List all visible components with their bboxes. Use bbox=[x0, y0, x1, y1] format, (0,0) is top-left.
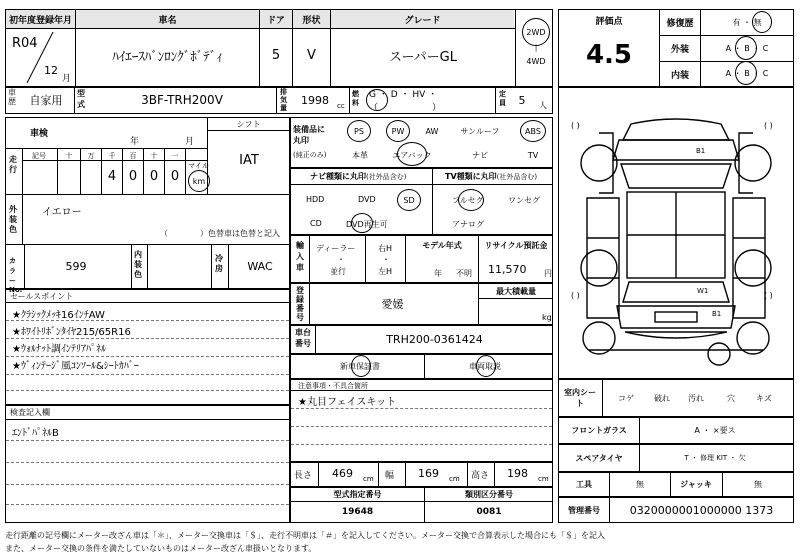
color-no-label: カラーNo. bbox=[9, 257, 23, 294]
svg-text:( ): ( ) bbox=[571, 291, 580, 300]
spare-label: スペアタイヤ bbox=[575, 453, 623, 463]
import-lh: 左H bbox=[378, 267, 393, 276]
max-load-label: 最大積載量 bbox=[496, 287, 536, 296]
car-name-value: ﾊｲｴｰｽﾊﾞﾝﾛﾝｸﾞﾎﾞﾃﾞｨ bbox=[112, 49, 223, 65]
mileage-digit-5: 0 bbox=[170, 168, 180, 184]
chassis-label: 車台番号 bbox=[295, 328, 311, 348]
equip-tv: TV bbox=[527, 150, 539, 160]
drive-4wd: 4WD bbox=[526, 56, 546, 66]
model-year-label: モデル年式 bbox=[422, 241, 462, 250]
exterior-value: イエロー bbox=[42, 207, 82, 218]
first-reg-month: 12 bbox=[44, 64, 58, 77]
digit-label-0: 十 bbox=[65, 152, 73, 160]
navi-sub: (社外品含む) bbox=[366, 173, 407, 181]
glass-label: フロントガラス bbox=[571, 426, 627, 435]
sales-point-3: ★ｳｫﾙﾅｯﾄ調ｲﾝﾃﾘｱﾊﾟﾈﾙ bbox=[12, 344, 106, 355]
max-load-unit: kg bbox=[542, 313, 552, 322]
glass-options: A ・ ×要ス bbox=[694, 426, 736, 435]
shape-label: 形状 bbox=[293, 10, 330, 28]
svg-text:( ): ( ) bbox=[571, 121, 580, 130]
inspector-value: ｴﾝﾄﾞﾊﾟﾈﾙB bbox=[12, 428, 59, 439]
diagram-mark-rear: W1 bbox=[697, 287, 709, 295]
seat-dirt: 汚れ bbox=[688, 394, 704, 403]
repair-label: 修復歴 bbox=[666, 19, 694, 29]
digit-label-3: 百 bbox=[129, 152, 137, 160]
navi-label: ナビ種類に丸印 bbox=[310, 172, 366, 181]
svg-text:( ): ( ) bbox=[764, 291, 773, 300]
mileage-digit-1 bbox=[81, 162, 101, 190]
equipment-label: 装備品に丸印 bbox=[293, 125, 325, 145]
km-label: km bbox=[192, 176, 206, 186]
ac-value: WAC bbox=[247, 259, 273, 273]
equip-aw: AW bbox=[425, 126, 439, 136]
fuel-label: 燃料 bbox=[352, 90, 359, 107]
repair-options: 有 ・ 無 bbox=[732, 17, 762, 27]
notes-label: 注意事項・不具合箇所 bbox=[298, 382, 368, 390]
tv-analog: アナログ bbox=[452, 220, 484, 229]
equip-abs: ABS bbox=[525, 126, 541, 136]
shape-value: V bbox=[307, 47, 316, 63]
seat-tear: 破れ bbox=[654, 394, 670, 403]
shaken-label: 車検 bbox=[30, 129, 49, 139]
displacement-label: 排気量 bbox=[280, 88, 287, 112]
seat-scratch: キズ bbox=[756, 394, 772, 403]
digit-label-1: 万 bbox=[87, 152, 95, 160]
tv-fullseg: フルセグ bbox=[452, 196, 484, 205]
class-label: 車歴 bbox=[8, 88, 16, 106]
model-label: 型式 bbox=[77, 89, 85, 109]
tool-value: 無 bbox=[636, 480, 644, 489]
import-dealer: ディーラー bbox=[316, 244, 356, 253]
jack-value: 無 bbox=[754, 480, 762, 489]
navi-dvd: DVD bbox=[358, 195, 376, 204]
first-reg-era: R04 bbox=[12, 36, 38, 51]
first-reg-label: 初年度登録年月 bbox=[6, 10, 75, 28]
length-label: 長さ bbox=[294, 471, 313, 481]
score-label: 評価点 bbox=[559, 10, 659, 30]
mileage-digit-4: 0 bbox=[149, 168, 159, 184]
width-cm: cm bbox=[449, 475, 460, 483]
grade-label: グレード bbox=[331, 10, 514, 28]
navi-hdd: HDD bbox=[306, 195, 325, 204]
registration-label: 登録番号 bbox=[296, 286, 304, 322]
width-label: 幅 bbox=[385, 471, 395, 481]
notes-block bbox=[290, 379, 553, 462]
tool-label: 工具 bbox=[576, 480, 592, 489]
chassis-value: TRH200-0361424 bbox=[386, 333, 483, 346]
jack-label: ジャッキ bbox=[680, 480, 712, 489]
warranty: 新車保証書 bbox=[340, 361, 380, 371]
class-no-value: 0081 bbox=[476, 507, 502, 517]
length-value: 469 bbox=[332, 467, 353, 480]
shift-label: シフト bbox=[208, 118, 289, 130]
mileage-digit-3: 0 bbox=[128, 168, 138, 184]
shaken-year: 年 bbox=[130, 137, 140, 147]
mileage-label: 走行 bbox=[9, 155, 17, 174]
ac-label: 冷房 bbox=[215, 254, 223, 273]
registration-value: 愛媛 bbox=[381, 298, 404, 311]
recycle-value: 11,570 bbox=[488, 263, 527, 276]
mark-label: 記号 bbox=[32, 152, 46, 160]
type-value: 19648 bbox=[341, 507, 374, 517]
door-value: 5 bbox=[271, 47, 281, 63]
exterior-grade-options: A ・ B ・ C bbox=[725, 43, 769, 53]
digit-label-2: 千 bbox=[108, 152, 116, 160]
grade-value: スーパーGL bbox=[388, 49, 458, 65]
footer-line-2: また、メーター交換の条件を満たしていないものはメーター改ざん車扱いとなります。 bbox=[5, 544, 317, 553]
shift-value: IAT bbox=[239, 152, 259, 168]
width-value: 169 bbox=[418, 467, 439, 480]
equip-ps: PS bbox=[354, 126, 364, 136]
import-rh: 右H bbox=[378, 244, 393, 253]
tv-sub: (社外品含む) bbox=[496, 173, 538, 181]
digit-label-4: 十 bbox=[150, 152, 158, 160]
interior-grade-options: A ・ B ・ C bbox=[725, 68, 769, 78]
repaint-note: （ ）色替車は色替と記入 bbox=[160, 229, 280, 238]
equip-airbag: エアバック bbox=[392, 150, 432, 160]
tv-oneseg: ワンセグ bbox=[508, 196, 540, 205]
mileage-digit-2: 4 bbox=[107, 168, 117, 184]
spare-options: T ・ 修理 KIT ・ 欠 bbox=[684, 454, 746, 462]
shaken-month: 月 bbox=[185, 137, 195, 147]
mgmt-value: 0320000001000000 1373 bbox=[629, 503, 774, 517]
color-no-value: 599 bbox=[65, 259, 87, 273]
cc-unit: cc bbox=[337, 102, 345, 110]
month-unit: 月 bbox=[62, 74, 72, 84]
manual: 車両取説 bbox=[469, 361, 501, 371]
sales-point-4: ★ｳﾞｨﾝﾃｰｼﾞ風ｺﾝｿｰﾙ&ｼｰﾄｶﾊﾞｰ bbox=[12, 361, 139, 372]
digit-label-5: 一 bbox=[171, 152, 179, 160]
height-label: 高さ bbox=[471, 471, 490, 481]
fuel-options: G ・ D ・ HV ・（ ） bbox=[369, 90, 442, 113]
diagram-mark-bumper: B1 bbox=[712, 310, 722, 318]
model-year-unit: 年 bbox=[434, 269, 442, 278]
person-unit: 人 bbox=[539, 101, 547, 110]
equip-leather: 本革 bbox=[352, 150, 368, 160]
inspector-label: 検査記入欄 bbox=[10, 408, 50, 417]
model-year-unknown: 不明 bbox=[456, 269, 472, 278]
equipment-sub: (純正のみ) bbox=[293, 151, 327, 159]
door-label: ドア bbox=[260, 10, 292, 28]
tv-label: TV種類に丸印 bbox=[445, 172, 497, 181]
mgmt-label: 管理番号 bbox=[568, 505, 600, 515]
mile-label: マイル bbox=[188, 162, 209, 170]
sales-point-2: ★ﾎﾜｲﾄﾘﾎﾞﾝﾀｲﾔ215/65R16 bbox=[12, 327, 131, 338]
diagram-mark-front: B1 bbox=[696, 147, 706, 155]
equip-pw: PW bbox=[391, 126, 405, 136]
navi-dvd-play: DVD再生可 bbox=[346, 220, 388, 229]
import-label: 輸入車 bbox=[296, 241, 304, 272]
height-cm: cm bbox=[538, 475, 549, 483]
displacement-value: 1998 bbox=[301, 93, 329, 107]
score-value: 4.5 bbox=[585, 40, 633, 70]
exterior-grade-label: 外装 bbox=[670, 45, 689, 55]
interior-grade-label: 内装 bbox=[670, 70, 689, 81]
footer-line-1: 走行距離の記号欄にメーター改ざん車は「＊」、メーター交換車は「＄」、走行不明車は「＃」を記入してください。メーター交換で合算表示した場合にも「＄」を記入 bbox=[5, 531, 605, 540]
drive-2wd: 2WD bbox=[526, 27, 546, 37]
capacity-label: 定員 bbox=[499, 90, 506, 107]
recycle-yen: 円 bbox=[544, 269, 552, 278]
vehicle-diagram bbox=[559, 88, 793, 378]
sales-points-label: セールスポイント bbox=[10, 292, 74, 301]
interior-color-label: 内装色 bbox=[134, 250, 142, 279]
seat-hole: 穴 bbox=[727, 394, 735, 403]
seat-burn: コゲ bbox=[618, 394, 634, 403]
class-no-label: 類別区分番号 bbox=[465, 490, 513, 499]
navi-cd: CD bbox=[310, 219, 322, 228]
inspector-block bbox=[5, 405, 290, 523]
height-value: 198 bbox=[507, 467, 528, 480]
seat-label: 室内シート bbox=[564, 388, 596, 408]
exterior-label: 外装色 bbox=[9, 205, 17, 234]
equip-navi: ナビ bbox=[472, 150, 488, 160]
recycle-label: リサイクル預託金 bbox=[484, 241, 548, 250]
notes-value: ★丸目フェイスキット bbox=[298, 397, 397, 408]
sales-point-1: ★ｸﾗｼｯｸﾒｯｷ16ｲﾝﾁAW bbox=[12, 310, 105, 321]
equip-sunroof: サンルーフ bbox=[460, 126, 500, 136]
navi-sd: SD bbox=[403, 195, 415, 205]
import-parallel: 並行 bbox=[330, 267, 346, 276]
svg-text:( ): ( ) bbox=[764, 121, 773, 130]
length-cm: cm bbox=[363, 475, 374, 483]
type-label: 型式指定番号 bbox=[333, 490, 382, 499]
capacity-value: 5 bbox=[518, 93, 526, 107]
model-value: 3BF-TRH200V bbox=[141, 93, 223, 107]
mileage-digit-0 bbox=[58, 162, 80, 190]
car-name-label: 車名 bbox=[76, 10, 259, 28]
class-value: 自家用 bbox=[29, 94, 63, 107]
